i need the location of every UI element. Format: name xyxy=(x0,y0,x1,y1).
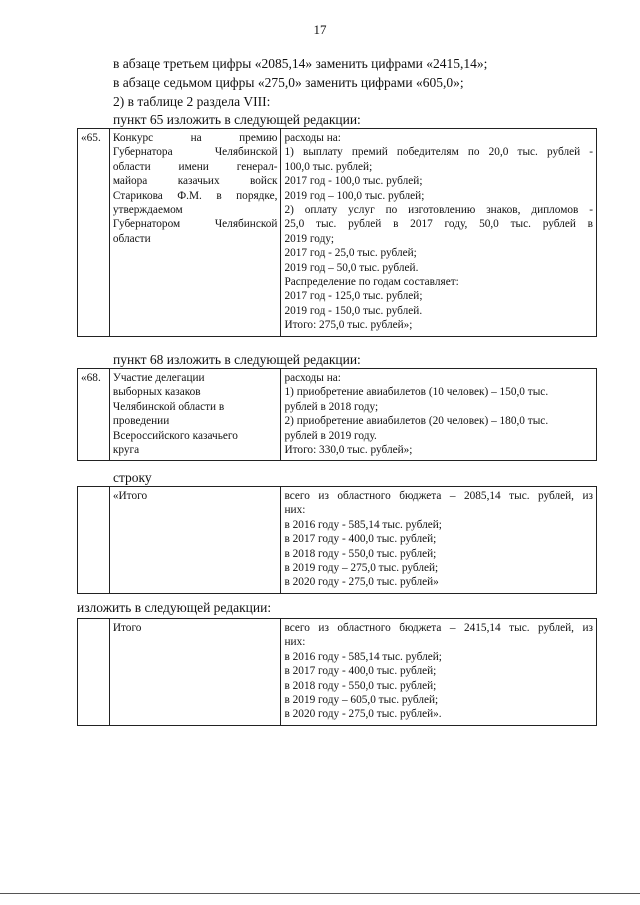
expense-line: них: xyxy=(284,504,306,517)
expense-line: в 2016 году - 585,14 тыс. рублей; xyxy=(284,518,442,531)
name-line: области имени генерал- xyxy=(112,160,278,173)
expense-line: 1) приобретение авиабилетов (10 человек) – 150,0 тыс. xyxy=(284,386,549,399)
name-line: области xyxy=(112,232,151,245)
table-item-65 xyxy=(77,128,597,337)
expense-line: 100,0 тыс. рублей; xyxy=(284,160,373,173)
heading-row-label: строку xyxy=(113,470,152,485)
expense-line: в 2020 году - 275,0 тыс. рублей». xyxy=(284,708,442,721)
table-row xyxy=(78,487,597,594)
row-name: Итого xyxy=(109,619,281,726)
name-line: Челябинской области в xyxy=(112,400,225,413)
row-name xyxy=(109,369,281,461)
expense-line: 1) выплату премий победителям по 20,0 тыс. рублей - xyxy=(284,146,593,159)
intro-line-2: в абзаце седьмом цифры «275,0» заменить цифрами «605,0»; xyxy=(113,75,464,90)
table-total-new xyxy=(77,618,597,726)
table-row xyxy=(78,619,597,726)
expense-line: в 2018 году - 550,0 тыс. рублей; xyxy=(284,547,437,560)
name-line: утверждаемом xyxy=(112,204,183,217)
expense-line: расходы на: xyxy=(284,372,341,384)
name-line: Участие делегации xyxy=(112,372,205,384)
expense-line: 2017 год - 100,0 тыс. рублей; xyxy=(284,175,423,188)
heading-item-68: пункт 68 изложить в следующей редакции: xyxy=(113,352,361,367)
row-expenses xyxy=(281,369,597,461)
expense-line: них: xyxy=(284,636,306,649)
table-item-68 xyxy=(77,368,597,461)
expense-line: 2017 год - 25,0 тыс. рублей; xyxy=(284,247,417,260)
expense-line: 2019 год – 100,0 тыс. рублей; xyxy=(284,189,425,202)
expense-line: Итого: 275,0 тыс. рублей»; xyxy=(284,319,413,332)
name-line: круга xyxy=(112,444,140,457)
heading-new-edition: изложить в следующей редакции: xyxy=(77,600,272,615)
expense-line: рублей в 2018 году; xyxy=(284,400,379,413)
name-line: Губернатора Челябинской xyxy=(112,146,278,159)
expense-line: 25,0 тыс. рублей в 2017 году, 50,0 тыс. рублей в xyxy=(284,218,593,231)
expense-line: расходы на: xyxy=(284,132,341,144)
row-expenses xyxy=(281,619,597,726)
row-expenses xyxy=(281,129,597,337)
page-number: 17 xyxy=(313,22,327,37)
row-name xyxy=(109,129,281,337)
expense-line: 2017 год - 125,0 тыс. рублей; xyxy=(284,290,423,303)
expense-line: всего из областного бюджета – 2085,14 тыс. рублей, из xyxy=(284,490,593,502)
name-line: Всероссийского казачьего xyxy=(112,429,238,442)
name-line: Конкурс на премию xyxy=(112,132,278,144)
expense-line: 2) оплату услуг по изготовлению знаков, дипломов - xyxy=(284,204,593,217)
expense-line: Итого: 330,0 тыс. рублей»; xyxy=(284,444,413,457)
expense-line: 2019 год - 150,0 тыс. рублей. xyxy=(284,304,423,317)
expense-line: всего из областного бюджета – 2415,14 тыс. рублей, из xyxy=(284,622,593,634)
expense-line: рублей в 2019 году. xyxy=(284,429,377,442)
expense-line: в 2019 году – 605,0 тыс. рублей; xyxy=(284,694,439,707)
intro-line-1: в абзаце третьем цифры «2085,14» заменить цифрами «2415,14»; xyxy=(113,56,488,71)
row-number: «68. xyxy=(78,369,110,461)
heading-item-65: пункт 65 изложить в следующей редакции: xyxy=(113,112,361,127)
expense-line: в 2017 году - 400,0 тыс. рублей; xyxy=(284,665,437,678)
row-name: «Итого xyxy=(109,487,281,594)
bottom-rule xyxy=(0,893,640,894)
expense-line: в 2020 году - 275,0 тыс. рублей» xyxy=(284,576,439,589)
table-total-old xyxy=(77,486,597,594)
expense-line: в 2017 году - 400,0 тыс. рублей; xyxy=(284,533,437,546)
name-line: Губернатором Челябинской xyxy=(112,218,278,231)
name-line: выборных казаков xyxy=(112,386,201,399)
row-number xyxy=(78,619,110,726)
table-row xyxy=(78,369,597,461)
expense-line: 2019 год – 50,0 тыс. рублей. xyxy=(284,261,419,274)
row-number xyxy=(78,487,110,594)
name-line: проведении xyxy=(112,415,170,428)
row-number: «65. xyxy=(78,129,110,337)
expense-line: в 2018 году - 550,0 тыс. рублей; xyxy=(284,679,437,692)
expense-line: в 2016 году - 585,14 тыс. рублей; xyxy=(284,650,442,663)
expense-line: в 2019 году – 275,0 тыс. рублей; xyxy=(284,562,439,575)
intro-line-3: 2) в таблице 2 раздела VIII: xyxy=(113,94,271,109)
name-line: майора казачьих войск xyxy=(112,175,278,188)
row-expenses xyxy=(281,487,597,594)
expense-line: Распределение по годам составляет: xyxy=(284,276,459,289)
expense-line: 2019 году; xyxy=(284,232,334,245)
table-row xyxy=(78,129,597,337)
expense-line: 2) приобретение авиабилетов (20 человек) – 180,0 тыс. xyxy=(284,415,549,428)
name-line: Старикова Ф.М. в порядке, xyxy=(112,189,278,202)
